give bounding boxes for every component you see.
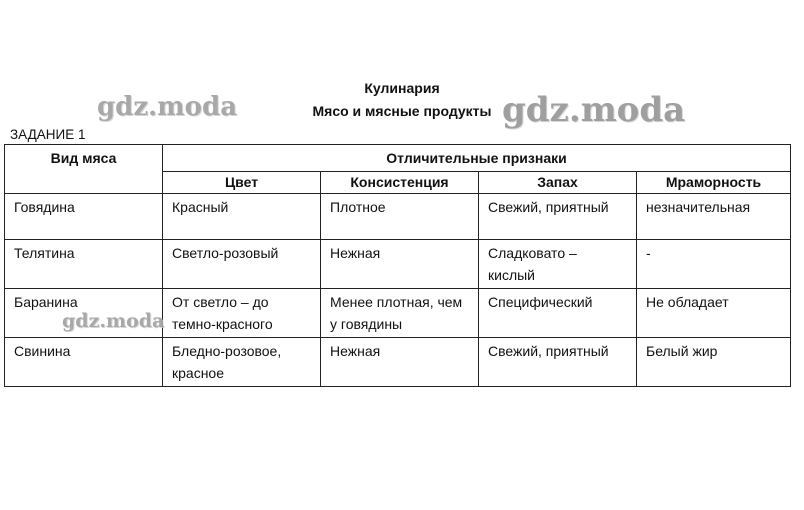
cell-consistency: Плотное [321,194,479,240]
cell-color: Светло-розовый [163,240,321,289]
cell-smell: Сладковато – кислый [479,240,637,289]
cell-marbling: незначительная [637,194,791,240]
cell-meat: Говядина [5,194,163,240]
cell-consistency: Нежная [321,240,479,289]
col-header-smell: Запах [479,172,637,194]
cell-marbling: Не обладает [637,289,791,338]
cell-color: От светло – до темно-красного [163,289,321,338]
watermark: gdz.moda [502,90,686,130]
table-row [5,338,791,387]
task-label: ЗАДАНИЕ 1 [10,127,86,142]
cell-smell: Свежий, приятный [479,194,637,240]
cell-color: Бледно-розовое, красное [163,338,321,387]
table-header-row [5,145,791,172]
col-header-marbling: Мраморность [637,172,791,194]
cell-smell: Специфический [479,289,637,338]
col-group-header: Отличительные признаки [163,145,791,172]
cell-color: Красный [163,194,321,240]
watermark: gdz.moda [62,310,165,332]
cell-consistency: Менее плотная, чем у говядины [321,289,479,338]
col-header-meat: Вид мяса [5,145,163,194]
cell-meat: Телятина [5,240,163,289]
cell-marbling: - [637,240,791,289]
cell-meat: Свинина [5,338,163,387]
meat-properties-table [4,144,791,387]
subject-title: Кулинария [364,80,440,96]
table-row [5,194,791,240]
cell-marbling: Белый жир [637,338,791,387]
cell-consistency: Нежная [321,338,479,387]
cell-meat: Баранина [5,289,163,338]
col-header-color: Цвет [163,172,321,194]
col-header-consistency: Консистенция [321,172,479,194]
cell-smell: Свежий, приятный [479,338,637,387]
watermark: gdz.moda [97,92,238,122]
table-row [5,240,791,289]
topic-title: Мясо и мясные продукты [312,103,492,119]
